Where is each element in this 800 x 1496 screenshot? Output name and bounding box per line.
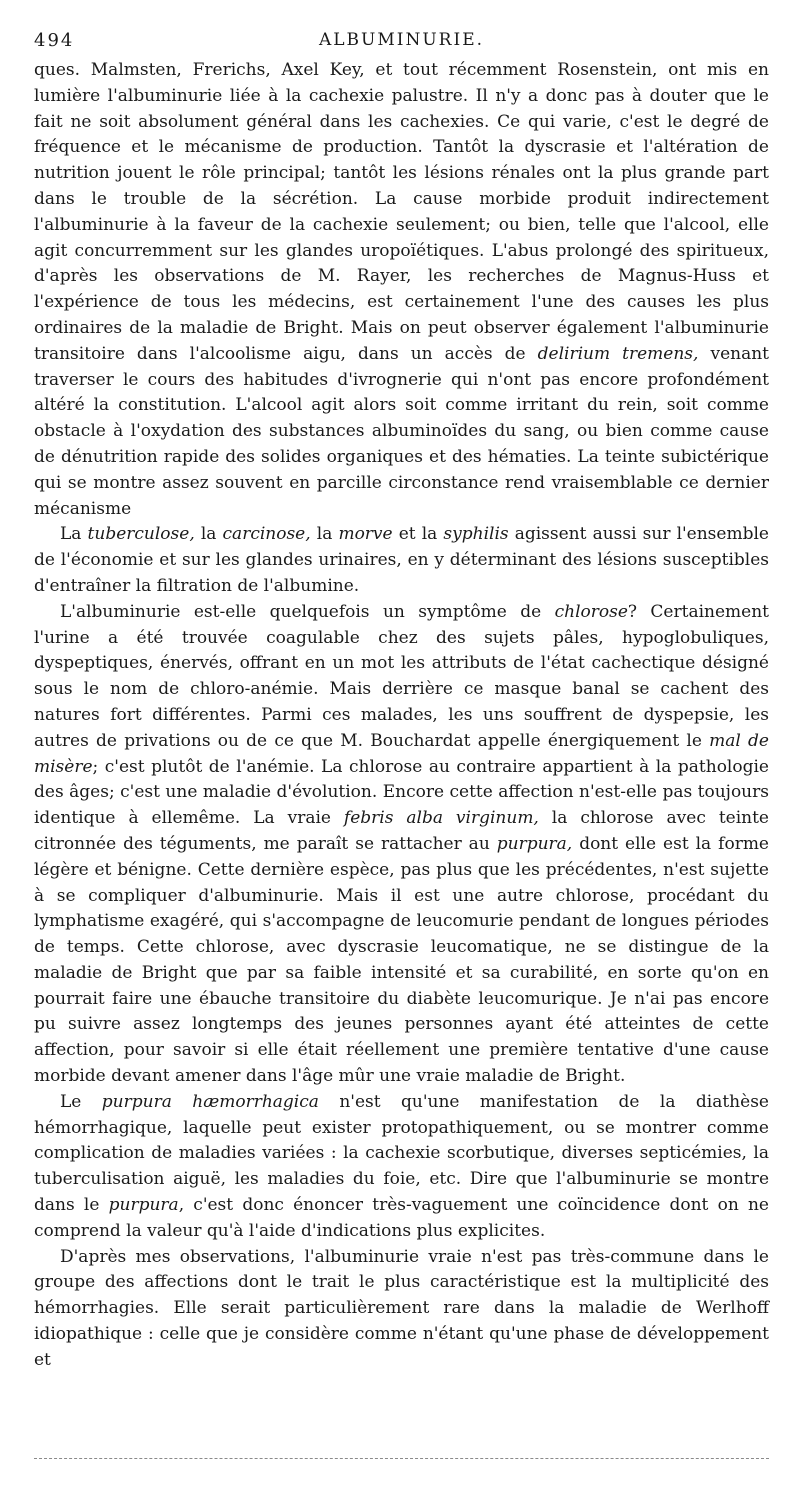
text-run: ; c'est plutôt de l'anémie. La chlorose au contraire appartient à la pathologie des âges; c'est une maladie d'évolution. Encore cette affection n'est-elle pas toujours identique à ellemême. La vraie [34,756,769,829]
text-run: la [194,524,223,545]
page-number: 494 [34,30,75,51]
italic-term: purpura, [496,833,573,854]
book-page [34,28,769,1374]
text-run: dont elle est la forme légère et bénigne. Cette dernière espèce, pas plus que les précédentes, n'est sujette à se compliquer d'albuminurie. Mais il est une autre chlorose, procédant du lymphatisme exagéré, qui s'accompagne de leucomurie pendant de longues périodes de temps. Cette chlorose, avec dyscrasie leucomatique, ne se distingue de la maladie de Bright que par sa faible intensité et sa curabilité, en sorte qu'on en pourrait faire une ébauche transitoire du diabète leucomurique. Je n'ai pas encore pu suivre assez longtemps des jeunes personnes ayant été atteintes de cette affection, pour savoir si elle était réellement une première tentative d'une cause morbide devant amener dans l'âge mûr une vraie maladie de Bright. [34,833,769,1087]
italic-term: carcinose, [222,524,311,545]
paragraph-2 [34,522,769,599]
italic-term: morve [338,524,393,545]
italic-term: delirium tremens, [537,343,699,364]
paragraph-3 [34,600,769,1090]
italic-term: syphilis [443,524,509,545]
text-run: D'après mes observations, l'albuminurie vraie n'est pas très-commune dans le groupe des affections dont le trait le plus caractéristique est la multiplicité des hémorrhagies. Elle serait particulièrement rare dans la maladie de Werlhoff idiopathique : celle que je considère comme n'étant qu'une phase de développement et [34,1246,769,1370]
italic-term: chlorose [554,601,628,622]
italic-term: tuberculose, [87,524,195,545]
running-title: ALBUMINURIE. [318,30,485,50]
text-run: agissent aussi sur l'ensemble de l'économie et sur les glandes urinaires, en y déterminant des lésions susceptibles d'entraîner la filtration de l'albumine. [34,524,769,596]
italic-term: mal de misère [34,730,769,777]
text-run: Le [60,1091,102,1112]
italic-term: febris alba virginum, [343,808,539,829]
text-run: La [60,524,88,545]
text-run: la [310,524,339,545]
running-head [34,28,769,58]
text-run: ques. Malmsten, Frerichs, Axel Key, et tout récemment Rosenstein, ont mis en lumière l'albuminurie liée à la cachexie palustre. Il n'y a donc pas à douter que le fait ne soit absolument général dans les cachexies. Ce qui varie, c'est le degré de fréquence et le mécanisme de production. Tantôt la dyscrasie et l'altération de nutrition jouent le rôle principal; tantôt les lésions rénales ont la plus grande part dans le trouble de la sécrétion. La cause morbide produit indirectement l'albuminurie à la faveur de la cachexie seulement; ou bien, telle que l'alcool, elle agit concurremment sur les glandes uropoïétiques. L'abus prolongé des spiritueux, d'après les observations de M. Rayer, les recherches de Magnus-Huss et l'expérience de tous les médecins, est certainement l'une des causes les plus ordinaires de la maladie de Bright. Mais on peut observer également l'albuminurie transitoire dans l'alcoolisme aigu, dans un accès de [34,60,769,364]
italic-term: purpura hæmorrhagica [101,1091,319,1112]
text-run: ? Certainement l'urine a été trouvée coagulable chez des sujets pâles, hypoglobuliques, dyspeptiques, énervés, offrant en un mot les attributs de l'état cachectique désigné sous le nom de chloro-anémie. Mais derrière ce masque banal se cachent des natures fort différentes. Parmi ces malades, les uns souffrent de dyspepsie, les autres de privations ou de ce que M. Bouchardat appelle énergiquement le [34,601,769,751]
text-run: n'est qu'une manifestation de la diathèse hémorrhagique, laquelle peut exister protopathiquement, ou se montrer comme complication de maladies variées : la cachexie scorbutique, diverses septicémies, la tuberculisation aiguë, les maladies du foie, etc. Dire que l'albuminurie se montre dans le [34,1091,769,1216]
text-run: la chlorose avec teinte citronnée des téguments, me paraît se rattacher au [34,808,769,854]
paragraph-4 [34,1090,769,1245]
text-run: et la [392,524,444,545]
paragraph-5 [34,1245,769,1374]
paragraph-1 [34,58,769,522]
footer-rule [34,1458,769,1459]
text-run: L'albuminurie est-elle quelquefois un symptôme de [60,601,555,622]
italic-term: purpura [108,1195,179,1216]
body-text [34,58,769,1374]
text-run: , c'est donc énoncer très-vaguement une coïncidence dont on ne comprend la valeur qu'à l'aide d'indications plus explicites. [34,1195,769,1241]
text-run: venant traverser le cours des habitudes d'ivrognerie qui n'ont pas encore profondément altéré la constitution. L'alcool agit alors soit comme irritant du rein, soit comme obstacle à l'oxydation des substances albuminoïdes du sang, ou bien comme cause de dénutrition rapide des solides organiques et des hématies. La teinte subictérique qui se montre assez souvent en parcille circonstance rend vraisemblable ce dernier mécanisme [34,343,769,519]
